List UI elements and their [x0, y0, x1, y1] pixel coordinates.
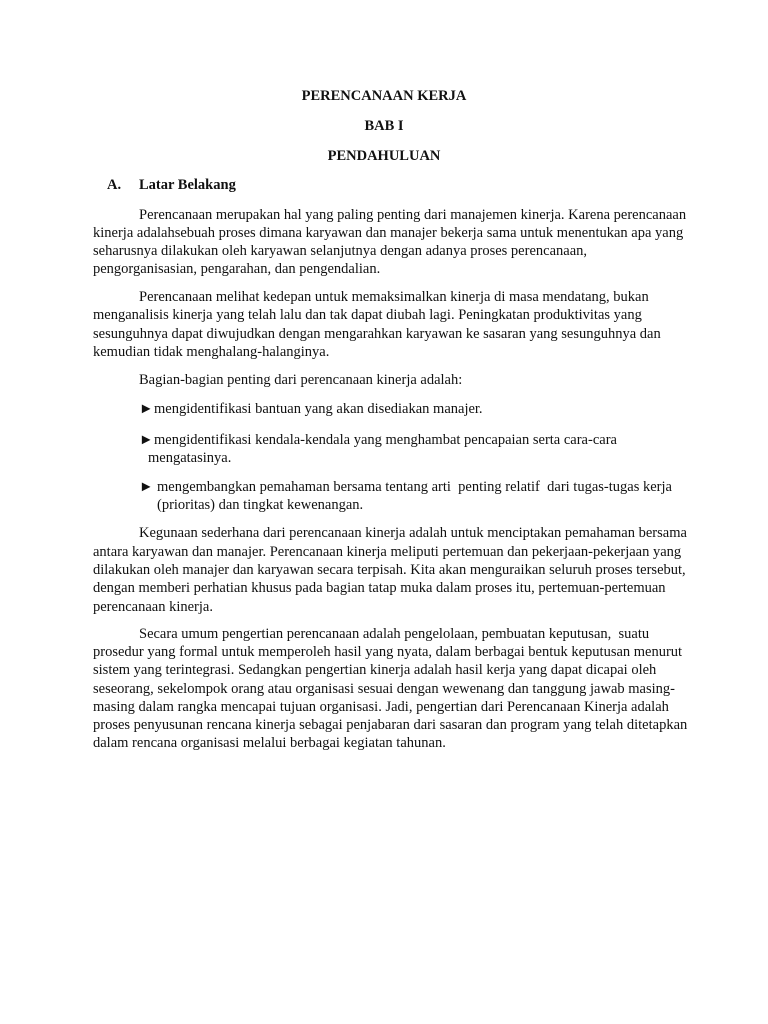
bullet-arrow-icon: ►	[139, 479, 154, 495]
list-item: mengembangkan pemahaman bersama tentang arti penting relatif dari tugas-tugas kerja	[157, 479, 672, 495]
paragraph-line: pengorganisasian, pengarahan, dan pengendalian.	[93, 261, 381, 277]
paragraph-line: Kegunaan sederhana dari perencanaan kinerja adalah untuk menciptakan pemahaman bersama	[139, 525, 687, 541]
paragraph-line: Perencanaan merupakan hal yang paling penting dari manajemen kinerja. Karena perencanaan	[139, 207, 687, 223]
paragraph-line: proses penyusunan rencana kinerja sebagai penjabaran dari sasaran dan program yang telah ditetapkan	[93, 717, 688, 733]
paragraph-line: sesunguhnya dapat diwujudkan dengan mengarahkan karyawan ke sasaran yang sesunguhnya dan	[93, 326, 661, 342]
paragraph-line: antara karyawan dan manajer. Perencanaan kinerja meliputi pertemuan dan pekerjaan-pekerjaan yang	[93, 544, 682, 560]
list-item: mengidentifikasi bantuan yang akan disediakan manajer.	[154, 401, 483, 417]
section-marker: A.	[107, 177, 122, 193]
list-item-continuation: (prioritas) dan tingkat kewenangan.	[157, 497, 364, 513]
paragraph-line: masing dalam rangka mencapai tujuan organisasi. Jadi, pengertian dari Perencanaan Kinerja adalah	[93, 699, 669, 715]
paragraph-line: seseorang, sekelompok orang atau organisasi sesuai dengan wewenang dan tanggung jawab masing-	[93, 681, 675, 697]
bullet-arrow-icon: ►	[139, 401, 154, 417]
paragraph-line: dalam rencana organisasi melalui berbagai kegiatan tahunan.	[93, 735, 446, 751]
paragraph-line: kinerja adalahsebuah proses dimana karyawan dan manajer bekerja sama untuk menentukan apa yang	[93, 225, 684, 241]
list-item-continuation: mengatasinya.	[148, 450, 232, 466]
paragraph-line: prosedur yang formal untuk memperoleh hasil yang nyata, dalam berbagai bentuk keputusan menurut	[93, 644, 683, 660]
paragraph-line: menganalisis kinerja yang telah lalu dan tak dapat diubah lagi. Peningkatan produktivitas yang	[93, 307, 642, 323]
list-item: mengidentifikasi kendala-kendala yang menghambat pencapaian serta cara-cara	[154, 432, 617, 448]
paragraph-line: sistem yang terintegrasi. Sedangkan pengertian kinerja adalah hasil kerja yang dapat dicapai oleh	[93, 662, 657, 678]
paragraph-line: seharusnya dilakukan oleh karyawan selanjutnya dengan adanya proses perencanaan,	[93, 243, 588, 259]
document-title: PERENCANAAN KERJA	[301, 88, 467, 104]
paragraph-line: perencanaan kinerja.	[93, 599, 213, 615]
list-intro: Bagian-bagian penting dari perencanaan kinerja adalah:	[139, 372, 463, 388]
chapter-label: BAB I	[364, 118, 404, 134]
paragraph-line: Secara umum pengertian perencanaan adalah pengelolaan, pembuatan keputusan, suatu	[139, 626, 650, 642]
paragraph-line: dengan memberi perhatian khusus pada bagian tatap muka dalam proses itu, pertemuan-pertemuan	[93, 580, 666, 596]
paragraph-line: kemudian tidak menghalang-halanginya.	[93, 344, 330, 360]
paragraph-line: dilakukan oleh manajer dan karyawan secara terpisah. Kita akan menguraikan seluruh proses tersebut,	[93, 562, 686, 578]
section-heading: Latar Belakang	[139, 177, 236, 193]
chapter-title: PENDAHULUAN	[327, 148, 441, 164]
paragraph-line: Perencanaan melihat kedepan untuk memaksimalkan kinerja di masa mendatang, bukan	[139, 289, 649, 305]
bullet-arrow-icon: ►	[139, 432, 154, 448]
